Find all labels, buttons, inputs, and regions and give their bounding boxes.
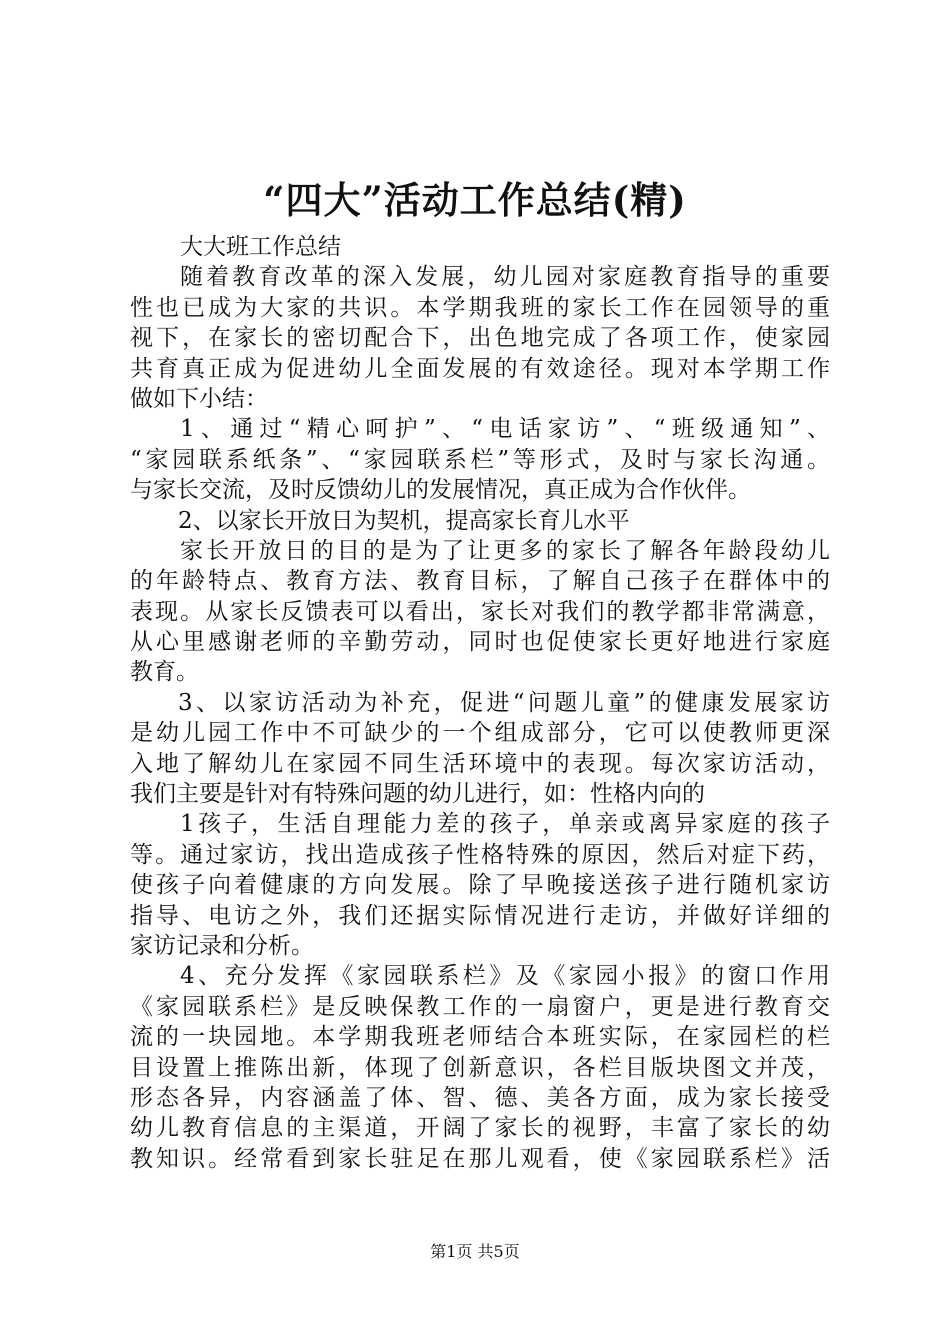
paragraph-line: 等。通过家访，找出造成孩子性格特殊的原因，然后对症下药，	[130, 841, 830, 868]
paragraph-line: 我们主要是针对有特殊问题的幼儿进行，如：性格内向的	[130, 781, 705, 808]
paragraph-line: 幼儿教育信息的主渠道，开阔了家长的视野，丰富了家长的幼	[130, 1115, 830, 1142]
paragraph-line: 3、以家访活动为补充，促进“问题儿童”的健康发展家访	[178, 689, 830, 716]
paragraph-line: 的年龄特点、教育方法、教育目标，了解自己孩子在群体中的	[130, 568, 830, 595]
paragraph-line: 表现。从家长反馈表可以看出，家长对我们的教学都非常满意，	[130, 598, 830, 625]
paragraph-line: 入地了解幼儿在家园不同生活环境中的表现。每次家访活动，	[130, 750, 830, 777]
section-heading: 2、以家长开放日为契机，提高家长育儿水平	[178, 507, 630, 534]
paragraph-line: 家访记录和分析。	[130, 932, 314, 959]
paragraph-line: 《家园联系栏》是反映保教工作的一扇窗户，更是进行教育交	[130, 993, 830, 1020]
page-footer: 第1页 共5页	[430, 1242, 520, 1261]
paragraph-line: 教育。	[130, 659, 199, 686]
paragraph-line: 从心里感谢老师的辛勤劳动，同时也促使家长更好地进行家庭	[130, 629, 830, 656]
paragraph-line: 视下，在家长的密切配合下，出色地完成了各项工作，使家园	[130, 325, 830, 352]
paragraph-line: 是幼儿园工作中不可缺少的一个组成部分，它可以使教师更深	[130, 720, 830, 747]
document-body	[130, 232, 830, 1174]
paragraph-line: 性也已成为大家的共识。本学期我班的家长工作在园领导的重	[130, 294, 830, 321]
document-title: “四大”活动工作总结(精)	[263, 178, 687, 222]
section-heading: 大大班工作总结	[180, 234, 341, 260]
paragraph-line: 流的一块园地。本学期我班老师结合本班实际，在家园栏的栏	[130, 1024, 830, 1051]
paragraph-line: 目设置上推陈出新，体现了创新意识，各栏目版块图文并茂，	[130, 1054, 830, 1081]
paragraph-line: 1、通过“精心呵护”、“电话家访”、“班级通知”、	[180, 416, 830, 443]
paragraph-line: “家园联系纸条”、“家园联系栏”等形式，及时与家长沟通。	[130, 446, 830, 473]
paragraph-line: 随着教育改革的深入发展，幼儿园对家庭教育指导的重要	[180, 264, 830, 291]
paragraph-line: 指导、电访之外，我们还据实际情况进行走访，并做好详细的	[130, 902, 830, 929]
paragraph-line: 与家长交流，及时反馈幼儿的发展情况，真正成为合作伙伴。	[130, 477, 751, 504]
paragraph-line: 家长开放日的目的是为了让更多的家长了解各年龄段幼儿	[180, 537, 830, 564]
paragraph-line: 形态各异，内容涵盖了体、智、德、美各方面，成为家长接受	[130, 1084, 830, 1111]
paragraph-line: 4、充分发挥《家园联系栏》及《家园小报》的窗口作用	[180, 963, 830, 990]
paragraph-line: 共育真正成为促进幼儿全面发展的有效途径。现对本学期工作	[130, 355, 830, 382]
paragraph-line: 1孩子，生活自理能力差的孩子，单亲或离异家庭的孩子	[180, 811, 830, 838]
paragraph-line: 做如下小结：	[130, 385, 268, 412]
paragraph-line: 使孩子向着健康的方向发展。除了早晚接送孩子进行随机家访	[130, 872, 830, 899]
paragraph-line: 教知识。经常看到家长驻足在那儿观看，使《家园联系栏》活	[130, 1145, 830, 1172]
